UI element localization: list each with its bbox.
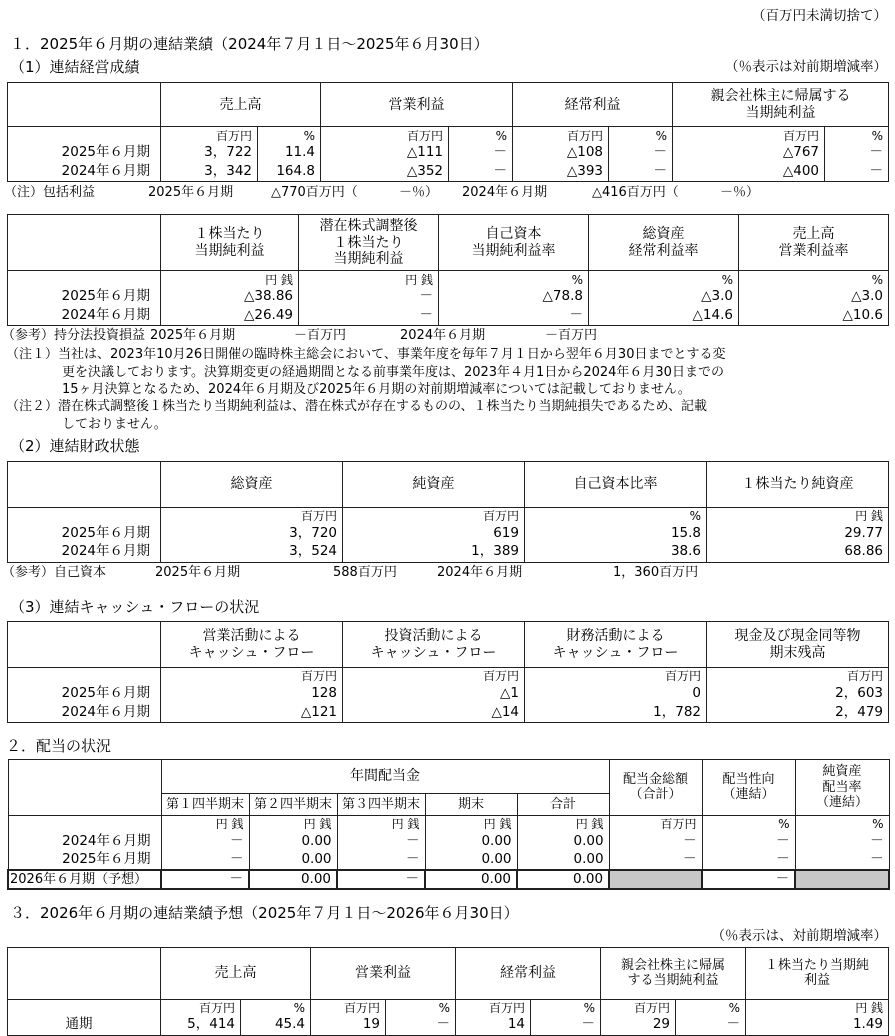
unit-cell: % bbox=[449, 127, 513, 144]
data-cell: 0 bbox=[525, 685, 707, 704]
table-row-forecast bbox=[8, 870, 889, 889]
unit-row bbox=[8, 668, 889, 685]
data-cell: 0.00 bbox=[517, 832, 609, 851]
unit-row bbox=[8, 127, 889, 144]
unit-cell: 円 銭 bbox=[249, 815, 337, 832]
col-header-ordinary-income: 経常利益 bbox=[456, 947, 601, 999]
data-cell: － bbox=[702, 851, 795, 870]
col-header-diluted-eps bbox=[299, 215, 439, 271]
unit-cell: % bbox=[531, 999, 601, 1016]
col-header-operating-income: 営業利益 bbox=[321, 83, 513, 127]
table-row bbox=[8, 307, 889, 326]
col-header-equity-ratio: 自己資本比率 bbox=[525, 461, 707, 507]
data-cell: － bbox=[161, 851, 249, 870]
data-cell: － bbox=[795, 832, 889, 851]
table-row bbox=[8, 288, 889, 307]
note2-block bbox=[0, 398, 895, 416]
unit-cell: 円 銭 bbox=[161, 815, 249, 832]
col-header-total-dividends bbox=[609, 759, 702, 815]
note-value-2: △416百万円（ bbox=[592, 185, 679, 201]
unit-cell: 百万円 bbox=[601, 999, 676, 1016]
table-row bbox=[8, 704, 889, 723]
note-label: （参考）持分法投資損益 bbox=[2, 328, 146, 344]
col-header-q2-end: 第２四半期末 bbox=[249, 793, 337, 815]
table-row bbox=[8, 832, 889, 851]
hdr-line1: 潜在株式調整後 bbox=[319, 218, 418, 235]
unit-cell: 円 銭 bbox=[707, 507, 889, 524]
data-cell: 11.4 bbox=[258, 144, 321, 163]
data-cell: － bbox=[609, 163, 673, 182]
hdr-line1: 投資活動による bbox=[384, 628, 483, 645]
data-cell: 619 bbox=[343, 524, 525, 543]
data-cell: － bbox=[676, 1016, 746, 1035]
hdr-line1: 財務活動による bbox=[566, 628, 665, 645]
row-label: 2025年６月期 bbox=[8, 144, 161, 163]
table-header-row bbox=[8, 83, 889, 127]
col-header-roe bbox=[439, 215, 589, 271]
hdr-line2: キャッシュ・フロー bbox=[370, 644, 497, 661]
data-cell: － bbox=[161, 832, 249, 851]
data-cell: － bbox=[795, 851, 889, 870]
hdr-line2: 当期純利益 bbox=[194, 242, 265, 259]
col-header-financing-cf bbox=[525, 622, 707, 668]
unit-cell: 円 銭 bbox=[161, 271, 299, 288]
note-value-2: 1，360百万円 bbox=[613, 564, 699, 580]
row-label: 2024年６月期 bbox=[8, 704, 161, 723]
data-cell: △767 bbox=[673, 144, 825, 163]
data-cell: 1.49 bbox=[746, 1016, 889, 1035]
data-cell: 29.77 bbox=[707, 524, 889, 543]
row-label: 2025年６月期 bbox=[8, 685, 161, 704]
table-row bbox=[8, 163, 889, 182]
data-cell: 0.00 bbox=[249, 832, 337, 851]
hdr-line1: 配当金総額 bbox=[623, 771, 689, 787]
data-cell: － bbox=[299, 307, 439, 326]
row-label: 2024年６月期 bbox=[8, 832, 161, 851]
data-cell: 128 bbox=[161, 685, 343, 704]
data-cell: △1 bbox=[343, 685, 525, 704]
hdr-line1: １株当たり bbox=[194, 226, 265, 243]
corner-cell bbox=[8, 622, 161, 668]
comprehensive-income-note bbox=[0, 184, 895, 204]
unit-cell: 百万円 bbox=[161, 999, 241, 1016]
col-header-net-assets: 純資産 bbox=[343, 461, 525, 507]
unit-cell: 円 銭 bbox=[517, 815, 609, 832]
data-cell: 0.00 bbox=[425, 832, 517, 851]
hdr-line2: 営業利益率 bbox=[778, 242, 849, 259]
data-cell: △26.49 bbox=[161, 307, 299, 326]
data-cell: － bbox=[337, 851, 425, 870]
unit-cell: % bbox=[676, 999, 746, 1016]
note-period-1: 2025年６月期 bbox=[150, 328, 236, 344]
unit-cell: 百万円 bbox=[161, 507, 343, 524]
data-cell: 15.8 bbox=[525, 524, 707, 543]
col-header-net-sales: 売上高 bbox=[161, 947, 311, 999]
unit-cell: 百万円 bbox=[161, 668, 343, 685]
hdr-line1: 自己資本 bbox=[485, 226, 542, 243]
dividends-table bbox=[7, 759, 890, 891]
data-cell: 1，782 bbox=[525, 704, 707, 723]
note1-block bbox=[0, 346, 895, 364]
section1-sub3-title: （3）連結キャッシュ・フローの状況 bbox=[10, 597, 260, 616]
table-header-row-group bbox=[8, 759, 889, 793]
unit-cell: % bbox=[439, 271, 589, 288]
note-pct-2: －％） bbox=[720, 185, 760, 201]
data-cell: 14 bbox=[456, 1016, 531, 1035]
unit-cell: 円 銭 bbox=[425, 815, 517, 832]
section1-title: １．2025年６月期の連結業績（2024年７月１日～2025年６月30日） bbox=[10, 34, 489, 53]
unit-corner bbox=[8, 271, 161, 288]
data-cell: 45.4 bbox=[241, 1016, 311, 1035]
row-label: 2024年６月期 bbox=[8, 163, 161, 182]
col-header-q1-end: 第１四半期末 bbox=[161, 793, 249, 815]
hdr-line2: 当期純利益率 bbox=[471, 242, 556, 259]
unit-corner bbox=[8, 999, 161, 1016]
data-cell: 3，720 bbox=[161, 524, 343, 543]
unit-cell: 百万円 bbox=[513, 127, 609, 144]
col-header-ordinary-income: 経常利益 bbox=[513, 83, 673, 127]
data-cell: － bbox=[449, 163, 513, 182]
hdr-line2: する当期純利益 bbox=[627, 973, 719, 989]
hdr-line1: １株当たり当期純 bbox=[765, 957, 870, 973]
data-cell: － bbox=[439, 307, 589, 326]
per-share-metrics-table bbox=[7, 214, 889, 326]
hdr-line2: 配当率 bbox=[822, 779, 862, 795]
data-cell-shaded bbox=[795, 870, 889, 889]
data-cell: △38.86 bbox=[161, 288, 299, 307]
note-period-2: 2024年６月期 bbox=[400, 328, 486, 344]
data-cell: △400 bbox=[673, 163, 825, 182]
note2-line1: 潜在株式調整後１株当たり当期純利益は、潜在株式が存在するものの、１株当たり当期純損失であるため、記載 bbox=[58, 399, 707, 415]
hdr-line1: 営業活動による bbox=[202, 628, 301, 645]
data-cell: △108 bbox=[513, 144, 609, 163]
data-cell: － bbox=[825, 144, 889, 163]
row-label: 通期 bbox=[8, 1016, 161, 1035]
data-cell: △3.0 bbox=[589, 288, 739, 307]
note-period-1: 2025年６月期 bbox=[148, 185, 234, 201]
note-value-2: －百万円 bbox=[545, 328, 598, 344]
hdr-line1: 純資産 bbox=[822, 764, 862, 780]
table-row bbox=[8, 543, 889, 562]
data-cell-shaded bbox=[609, 870, 702, 889]
hdr-line1: 現金及び現金同等物 bbox=[734, 628, 861, 645]
unit-cell: % bbox=[386, 999, 456, 1016]
data-cell: 0.00 bbox=[517, 851, 609, 870]
hdr-line1: 配当性向 bbox=[722, 771, 775, 787]
table-header-row bbox=[8, 461, 889, 507]
section2-title: ２．配当の状況 bbox=[6, 737, 112, 756]
corner-cell bbox=[8, 215, 161, 271]
col-header-line2: 当期純利益 bbox=[745, 104, 816, 121]
note-pct-1: －％） bbox=[399, 185, 439, 201]
row-label: 2025年６月期 bbox=[8, 288, 161, 307]
corner-cell bbox=[8, 461, 161, 507]
unit-cell: 百万円 bbox=[609, 815, 702, 832]
row-label: 2025年６月期 bbox=[8, 851, 161, 870]
section3-title: ３．2026年６月期の連結業績予想（2025年７月１日～2026年６月30日） bbox=[10, 904, 519, 923]
col-header-payout-ratio bbox=[702, 759, 795, 815]
unit-cell: 百万円 bbox=[343, 507, 525, 524]
col-header-operating-income: 営業利益 bbox=[311, 947, 456, 999]
financial-position-table bbox=[7, 461, 889, 563]
data-cell: － bbox=[299, 288, 439, 307]
table-header-row bbox=[8, 622, 889, 668]
data-cell: △14 bbox=[343, 704, 525, 723]
row-label-forecast: 2026年６月期（予想） bbox=[8, 870, 161, 889]
unit-cell: % bbox=[589, 271, 739, 288]
unit-cell: % bbox=[241, 999, 311, 1016]
unit-cell: % bbox=[258, 127, 321, 144]
col-header-net-sales: 売上高 bbox=[161, 83, 321, 127]
hdr-line2: （合計） bbox=[629, 787, 682, 803]
row-label: 2024年６月期 bbox=[8, 543, 161, 562]
note-value-1: 588百万円 bbox=[333, 564, 397, 580]
note1-label: （注１） bbox=[6, 347, 59, 363]
unit-cell: % bbox=[825, 127, 889, 144]
data-cell: 164.8 bbox=[258, 163, 321, 182]
group-header-annual-dividend: 年間配当金 bbox=[161, 759, 609, 793]
hdr-line2: 経常利益率 bbox=[628, 242, 699, 259]
col-header-total: 合計 bbox=[517, 793, 609, 815]
table-row bbox=[8, 851, 889, 870]
row-label: 2025年６月期 bbox=[8, 524, 161, 543]
col-header-investing-cf bbox=[343, 622, 525, 668]
data-cell: 0.00 bbox=[249, 870, 337, 889]
data-cell: 0.00 bbox=[425, 851, 517, 870]
table-header-row bbox=[8, 215, 889, 271]
data-cell: 29 bbox=[601, 1016, 676, 1035]
data-cell: 2，603 bbox=[707, 685, 889, 704]
equity-method-note bbox=[0, 327, 895, 346]
note1-line1: 当社は、2023年10月26日開催の臨時株主総会において、事業年度を毎年７月１日から翌年６月30日までとする変 bbox=[58, 347, 726, 363]
data-cell: － bbox=[386, 1016, 456, 1035]
data-cell: － bbox=[609, 144, 673, 163]
corner-cell bbox=[8, 83, 161, 127]
cash-flow-table bbox=[7, 621, 889, 723]
data-cell: △14.6 bbox=[589, 307, 739, 326]
unit-cell: 百万円 bbox=[321, 127, 449, 144]
hdr-line1: 総資産 bbox=[642, 226, 685, 243]
data-cell: △393 bbox=[513, 163, 609, 182]
row-label: 2024年６月期 bbox=[8, 307, 161, 326]
unit-row bbox=[8, 815, 889, 832]
unit-row bbox=[8, 507, 889, 524]
data-cell: － bbox=[337, 832, 425, 851]
table-row bbox=[8, 144, 889, 163]
unit-corner bbox=[8, 815, 161, 832]
hdr-line2: 期末残高 bbox=[769, 644, 826, 661]
data-cell: － bbox=[531, 1016, 601, 1035]
note-value-1: －百万円 bbox=[294, 328, 347, 344]
table-row bbox=[8, 685, 889, 704]
col-header-operating-margin bbox=[739, 215, 889, 271]
data-cell: 3，722 bbox=[161, 144, 258, 163]
data-cell: 0.00 bbox=[249, 851, 337, 870]
section1-sub2-title: （2）連結財政状態 bbox=[10, 437, 140, 456]
consolidated-results-table bbox=[7, 82, 889, 182]
col-header-dividend-on-equity bbox=[795, 759, 889, 815]
unit-corner bbox=[8, 507, 161, 524]
table-header-row bbox=[8, 947, 889, 999]
hdr-line2: 利益 bbox=[804, 973, 831, 989]
rounding-note: （百万円未満切捨て） bbox=[752, 8, 887, 24]
section1-percent-note: （％表示は対前期増減率） bbox=[725, 59, 887, 76]
forecast-table bbox=[7, 947, 889, 1036]
own-capital-note bbox=[0, 564, 895, 584]
unit-cell: 円 銭 bbox=[746, 999, 889, 1016]
data-cell: － bbox=[449, 144, 513, 163]
corner-cell bbox=[8, 759, 161, 815]
note2-label: （注２） bbox=[6, 399, 59, 415]
col-header-net-income-attributable bbox=[601, 947, 746, 999]
data-cell: △78.8 bbox=[439, 288, 589, 307]
corner-cell bbox=[8, 947, 161, 999]
col-header-year-end: 期末 bbox=[425, 793, 517, 815]
unit-cell: % bbox=[609, 127, 673, 144]
hdr-line3: （連結） bbox=[816, 794, 869, 810]
data-cell: 38.6 bbox=[525, 543, 707, 562]
table-row bbox=[8, 524, 889, 543]
data-cell: △111 bbox=[321, 144, 449, 163]
unit-cell: % bbox=[795, 815, 889, 832]
col-header-net-income-attributable bbox=[673, 83, 889, 127]
section3-percent-note: （％表示は、対前期増減率） bbox=[711, 927, 887, 944]
unit-row bbox=[8, 999, 889, 1016]
col-header-bps: １株当たり純資産 bbox=[707, 461, 889, 507]
note2-line2: しておりません。 bbox=[62, 417, 167, 433]
note-period-2: 2024年６月期 bbox=[437, 564, 523, 580]
col-header-q3-end: 第３四半期末 bbox=[337, 793, 425, 815]
data-cell: 2，479 bbox=[707, 704, 889, 723]
data-cell: △121 bbox=[161, 704, 343, 723]
unit-cell: 百万円 bbox=[525, 668, 707, 685]
data-cell: － bbox=[161, 870, 249, 889]
data-cell: － bbox=[702, 832, 795, 851]
col-header-eps bbox=[161, 215, 299, 271]
data-cell: － bbox=[337, 870, 425, 889]
hdr-line2: キャッシュ・フロー bbox=[188, 644, 315, 661]
unit-cell: 百万円 bbox=[707, 668, 889, 685]
data-cell: 0.00 bbox=[425, 870, 517, 889]
unit-cell: 百万円 bbox=[673, 127, 825, 144]
data-cell: △352 bbox=[321, 163, 449, 182]
hdr-line1: 売上高 bbox=[792, 226, 835, 243]
hdr-line1: 親会社株主に帰属 bbox=[621, 957, 726, 973]
col-header-eps bbox=[746, 947, 889, 999]
unit-cell: 円 銭 bbox=[337, 815, 425, 832]
data-cell: － bbox=[609, 832, 702, 851]
data-cell: △3.0 bbox=[739, 288, 889, 307]
col-header-operating-cf bbox=[161, 622, 343, 668]
unit-corner bbox=[8, 127, 161, 144]
note-label: （注）包括利益 bbox=[4, 185, 96, 201]
col-header-roa bbox=[589, 215, 739, 271]
note-period-2: 2024年６月期 bbox=[462, 185, 548, 201]
unit-row bbox=[8, 271, 889, 288]
col-header-cash-end bbox=[707, 622, 889, 668]
data-cell: － bbox=[702, 870, 795, 889]
unit-corner bbox=[8, 668, 161, 685]
data-cell: － bbox=[825, 163, 889, 182]
note-period-1: 2025年６月期 bbox=[155, 564, 241, 580]
data-cell: － bbox=[609, 851, 702, 870]
note1-line3: 15ヶ月決算となるため、2024年６月期及び2025年６月期の対前期増減率については記載しておりません。 bbox=[62, 382, 691, 398]
data-cell: 3，342 bbox=[161, 163, 258, 182]
hdr-line2: １株当たり bbox=[333, 234, 404, 251]
data-cell: 3，524 bbox=[161, 543, 343, 562]
data-cell: △10.6 bbox=[739, 307, 889, 326]
data-cell: 0.00 bbox=[517, 870, 609, 889]
section1-sub1-title: （1）連結経営成績 bbox=[10, 58, 140, 77]
col-header-line1: 親会社株主に帰属する bbox=[710, 88, 851, 105]
note-label: （参考）自己資本 bbox=[2, 564, 107, 580]
unit-cell: % bbox=[525, 507, 707, 524]
hdr-line2: （連結） bbox=[722, 787, 775, 803]
unit-cell: 百万円 bbox=[311, 999, 386, 1016]
data-cell: 5，414 bbox=[161, 1016, 241, 1035]
hdr-line2: キャッシュ・フロー bbox=[552, 644, 679, 661]
data-cell: 1，389 bbox=[343, 543, 525, 562]
data-cell: 19 bbox=[311, 1016, 386, 1035]
col-header-total-assets: 総資産 bbox=[161, 461, 343, 507]
unit-cell: % bbox=[702, 815, 795, 832]
table-row bbox=[8, 1016, 889, 1035]
unit-cell: 円 銭 bbox=[299, 271, 439, 288]
unit-cell: 百万円 bbox=[343, 668, 525, 685]
unit-cell: % bbox=[739, 271, 889, 288]
hdr-line3: 当期純利益 bbox=[333, 251, 404, 268]
note1-line2: 更を決議しております。決算期変更の経過期間となる前事業年度は、2023年４月1日から2024年６月30日までの bbox=[62, 365, 724, 381]
unit-cell: 百万円 bbox=[161, 127, 258, 144]
data-cell: 68.86 bbox=[707, 543, 889, 562]
unit-cell: 百万円 bbox=[456, 999, 531, 1016]
note-value-1: △770百万円（ bbox=[271, 185, 358, 201]
